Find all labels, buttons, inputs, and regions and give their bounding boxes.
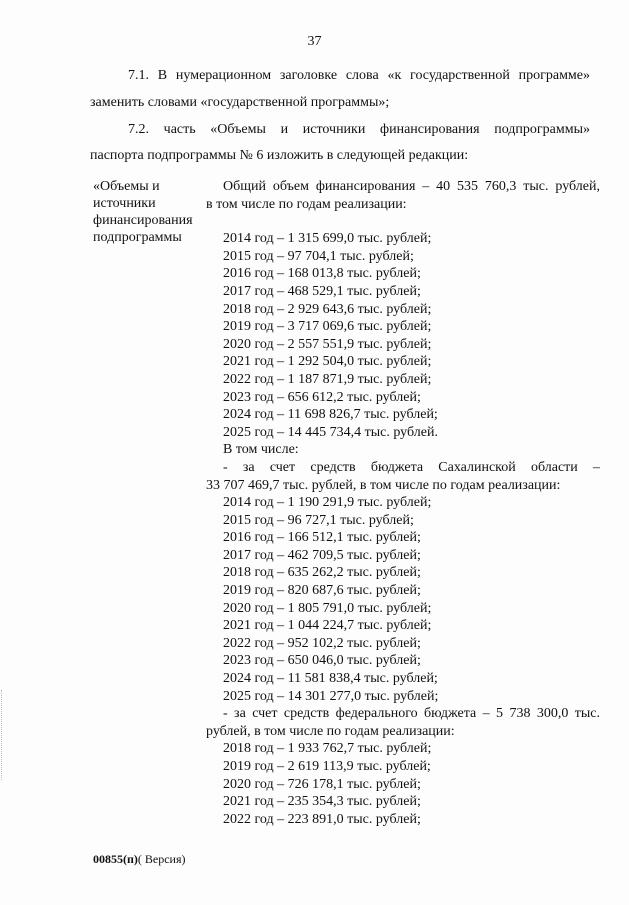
paragraph-7-1 (90, 68, 590, 84)
regional-year-line: 2024 год – 11 581 838,4 тыс. рублей; (223, 671, 438, 687)
regional-year-line: 2025 год – 14 301 277,0 тыс. рублей; (223, 688, 439, 704)
regional-budget-subline: 33 707 469,7 тыс. рублей, в том числе по годам реализации: (206, 477, 561, 493)
total-year-line: 2016 год – 168 013,8 тыс. рублей; (223, 266, 421, 282)
regional-year-line: 2016 год – 166 512,1 тыс. рублей; (223, 530, 421, 546)
total-year-line: 2019 год – 3 717 069,6 тыс. рублей; (223, 319, 432, 335)
paragraph-7-2-line-1: 7.2. часть «Объемы и источники финансирования подпрограммы» (128, 122, 590, 137)
regional-year-line: 2019 год – 820 687,6 тыс. рублей; (223, 583, 421, 599)
paragraph-7-2 (90, 122, 590, 138)
document-version: ( Версия) (137, 852, 186, 866)
total-year-line: 2024 год – 11 698 826,7 тыс. рублей; (223, 407, 438, 423)
paragraph-7-1-line-1: 7.1. В нумерационном заголовке слова «к государственной программе» (128, 68, 590, 83)
paragraph-7-1-cont (90, 95, 590, 111)
label-line: источники (93, 196, 156, 211)
total-year-line: 2022 год – 1 187 871,9 тыс. рублей; (223, 371, 432, 387)
regional-year-line: 2023 год – 650 046,0 тыс. рублей; (223, 653, 421, 669)
federal-budget-line: - за счет средств федерального бюджета – 5 738 300,0 тыс. (223, 706, 600, 722)
label-line: «Объемы и (93, 179, 160, 194)
regional-year-line: 2021 год – 1 044 224,7 тыс. рублей; (223, 618, 432, 634)
federal-year-line: 2022 год – 223 891,0 тыс. рублей; (223, 811, 421, 827)
regional-year-line: 2022 год – 952 102,2 тыс. рублей; (223, 635, 421, 651)
total-year-line: 2014 год – 1 315 699,0 тыс. рублей; (223, 231, 432, 247)
total-year-line: 2021 год – 1 292 504,0 тыс. рублей; (223, 354, 432, 370)
label-line: финансирования (93, 213, 193, 228)
total-year-line: 2015 год – 97 704,1 тыс. рублей; (223, 248, 414, 264)
paragraph-7-2-line-2: паспорта подпрограммы № 6 изложить в следующей редакции: (90, 148, 469, 163)
financing-details (206, 178, 600, 828)
total-year-line: 2023 год – 656 612,2 тыс. рублей; (223, 389, 421, 405)
document-footer (93, 852, 186, 867)
label-line: подпрограммы (93, 230, 182, 245)
total-year-line: 2017 год – 468 529,1 тыс. рублей; (223, 283, 421, 299)
paragraph-7-2-cont (90, 148, 590, 164)
federal-year-line: 2019 год – 2 619 113,9 тыс. рублей; (223, 759, 431, 774)
federal-year-line: 2020 год – 726 178,1 тыс. рублей; (223, 776, 421, 792)
federal-year-line: 2018 год – 1 933 762,7 тыс. рублей; (223, 741, 432, 757)
total-financing-line: Общий объем финансирования – 40 535 760,3 тыс. рублей, (223, 179, 600, 194)
regional-year-line: 2017 год – 462 709,5 тыс. рублей; (223, 547, 421, 563)
page-number: 37 (307, 34, 322, 49)
document-code: 00855(п) (93, 852, 138, 866)
regional-year-line: 2015 год – 96 727,1 тыс. рублей; (223, 512, 414, 528)
regional-budget-line: - за счет средств бюджета Сахалинской области – (223, 459, 600, 475)
scan-edge-marks (1, 690, 4, 780)
passport-section-label (93, 178, 203, 246)
total-year-line: 2025 год – 14 445 734,4 тыс. рублей. (223, 424, 438, 440)
federal-year-line: 2021 год – 235 354,3 тыс. рублей; (223, 794, 421, 810)
regional-year-line: 2014 год – 1 190 291,9 тыс. рублей; (223, 495, 432, 511)
total-year-line: 2018 год – 2 929 643,6 тыс. рублей; (223, 301, 432, 317)
regional-year-line: 2018 год – 635 262,2 тыс. рублей; (223, 565, 421, 581)
including-label: В том числе: (223, 442, 299, 458)
federal-budget-subline: рублей, в том числе по годам реализации: (206, 723, 455, 739)
regional-year-line: 2020 год – 1 805 791,0 тыс. рублей; (223, 600, 432, 616)
total-financing-subline: в том числе по годам реализации: (206, 196, 407, 212)
total-year-line: 2020 год – 2 557 551,9 тыс. рублей; (223, 336, 432, 352)
paragraph-7-1-line-2: заменить словами «государственной программы»; (90, 95, 390, 110)
